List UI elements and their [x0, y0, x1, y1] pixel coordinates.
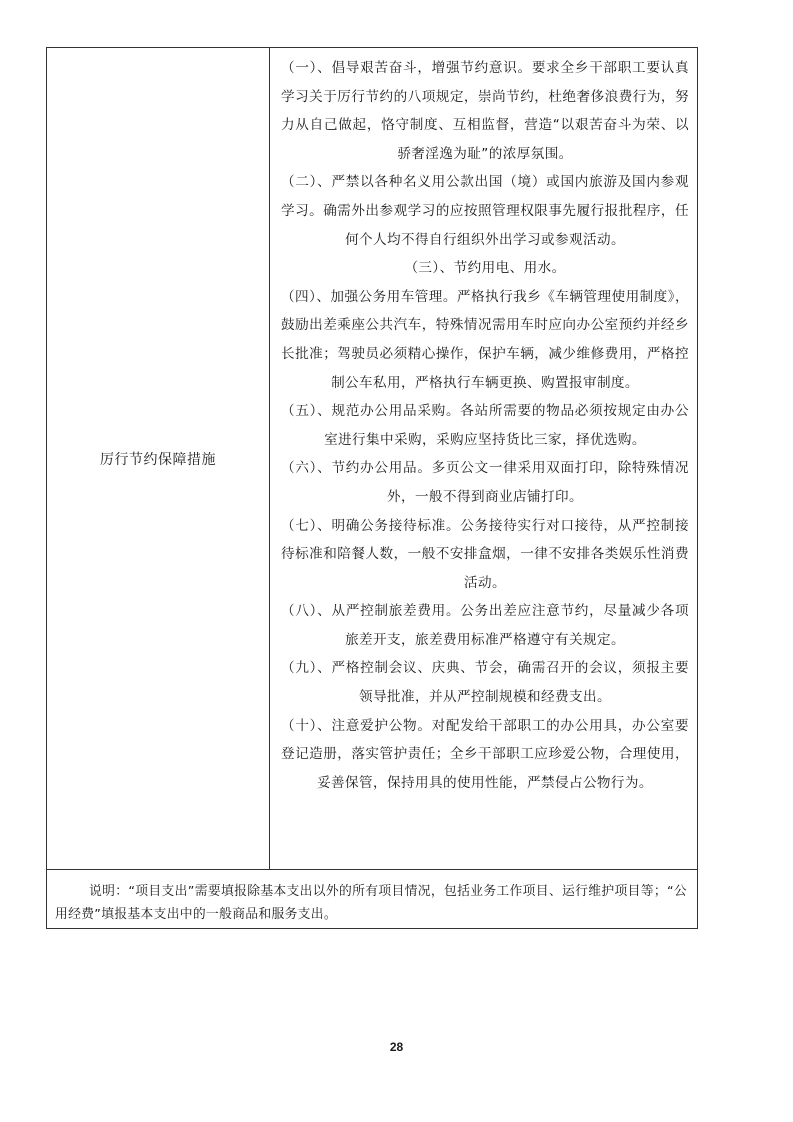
measures-content [270, 48, 697, 869]
page-number: 28 [389, 1040, 404, 1054]
measures-table [46, 47, 698, 929]
note-row [47, 870, 697, 928]
measure-item-3: （三）、节约用电、用水。 [404, 260, 566, 277]
measure-item-2: （二）、严禁以各种名义用公款出国（境）或国内旅游及国内参观学习。确需外出参观学习的应按照管理权限事先履行报批程序，任何个人均不得自行组织外出学习或参观活动。 [281, 174, 689, 248]
measure-item-6: （六）、节约办公用品。多页公文一律采用双面打印，除特殊情况外，一般不得到商业店铺打印。 [281, 460, 689, 505]
measure-item-4: （四）、加强公务用车管理。严格执行我乡《车辆管理使用制度》，鼓励出差乘座公共汽车，特殊情况需用车时应向办公室预约并经乡长批准；驾驶员必须精心操作，保护车辆，减少维修费用，严格控制公车私用，严格执行车辆更换、购置报审制度。 [281, 288, 689, 391]
measure-item-7: （七）、明确公务接待标准。公务接待实行对口接待，从严控制接待标准和陪餐人数，一般不安排盒烟，一律不安排各类娱乐性消费活动。 [281, 517, 689, 591]
measure-item-10: （十）、注意爱护公物。对配发给干部职工的办公用具，办公室要登记造册，落实管护责任；全乡干部职工应珍爱公物，合理使用，妥善保管，保持用具的使用性能，严禁侵占公物行为。 [281, 717, 689, 791]
measure-item-5: （五）、规范办公用品采购。各站所需要的物品必须按规定由办公室进行集中采购，采购应坚持货比三家，择优选购。 [281, 403, 689, 448]
table-row [47, 48, 697, 870]
measure-item-1: （一）、倡导艰苦奋斗，增强节约意识。要求全乡干部职工要认真学习关于厉行节约的八项规定，崇尚节约，杜绝奢侈浪费行为，努力从自己做起，恪守制度、互相监督，营造“以艰苦奋斗为荣、以骄奢淫逸为耻”的浓厚氛围。 [281, 60, 689, 162]
note-text: 说明：“项目支出”需要填报除基本支出以外的所有项目情况，包括业务工作项目、运行维护项目等；“公用经费”填报基本支出中的一般商品和服务支出。 [55, 884, 687, 922]
measure-item-8: （八）、从严控制旅差费用。公务出差应注意节约，尽量减少各项旅差开支，旅差费用标准严格遵守有关规定。 [281, 603, 689, 648]
measure-item-9: （九）、严格控制会议、庆典、节会，确需召开的会议，须报主要领导批准，并从严控制规模和经费支出。 [281, 660, 689, 706]
row-label: 厉行节约保障措施 [47, 48, 270, 869]
